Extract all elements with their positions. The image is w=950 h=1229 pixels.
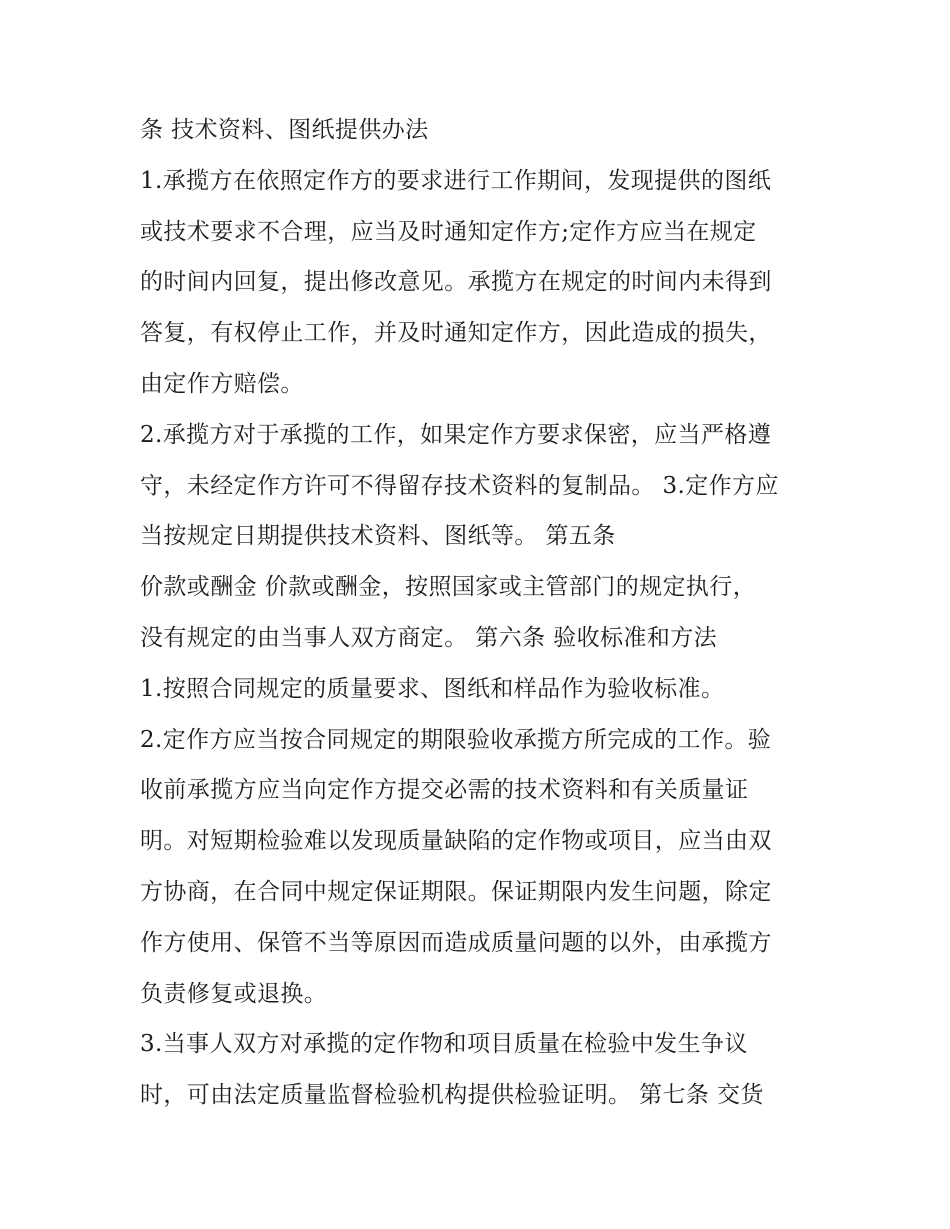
- text-line: 的时间内回复，提出修改意见。承揽方在规定的时间内未得到: [140, 269, 772, 296]
- text-line: 方协商，在合同中规定保证期限。保证期限内发生问题，除定: [140, 878, 772, 905]
- text-line: 条 技术资料、图纸提供办法: [140, 117, 429, 143]
- text-line: 3.当事人双方对承揽的定作物和项目质量在检验中发生争议: [140, 1031, 748, 1058]
- text-line: 或技术要求不合理，应当及时通知定作方;定作方应当在规定: [140, 218, 757, 245]
- text-line: 负责修复或退换。: [140, 980, 328, 1007]
- text-line: 2.定作方应当按合同规定的期限验收承揽方所完成的工作。验: [140, 726, 772, 753]
- text-line: 由定作方赔偿。: [140, 370, 304, 397]
- text-line: 1.按照合同规定的质量要求、图纸和样品作为验收标准。: [140, 675, 725, 702]
- text-line: 作方使用、保管不当等原因而造成质量问题的以外，由承揽方: [140, 929, 772, 956]
- text-line: 收前承揽方应当向定作方提交必需的技术资料和有关质量证: [140, 777, 749, 804]
- text-line: 没有规定的由当事人双方商定。 第六条 验收标准和方法: [140, 624, 718, 651]
- text-line: 价款或酬金 价款或酬金，按照国家或主管部门的规定执行，: [140, 574, 757, 601]
- text-line: 答复，有权停止工作，并及时通知定作方，因此造成的损失，: [140, 320, 772, 347]
- text-line: 时，可由法定质量监督检验机构提供检验证明。 第七条 交货: [140, 1082, 764, 1109]
- text-line: 明。对短期检验难以发现质量缺陷的定作物或项目，应当由双: [140, 828, 772, 855]
- text-line: 2.承揽方对于承揽的工作，如果定作方要求保密，应当严格遵: [140, 421, 772, 448]
- document-body: [140, 105, 830, 1121]
- text-line: 守，未经定作方许可不得留存技术资料的复制品。 3.定作方应: [140, 472, 779, 499]
- text-line: 1.承揽方在依照定作方的要求进行工作期间，发现提供的图纸: [140, 167, 772, 194]
- text-line: 当按规定日期提供技术资料、图纸等。 第五条: [140, 523, 616, 550]
